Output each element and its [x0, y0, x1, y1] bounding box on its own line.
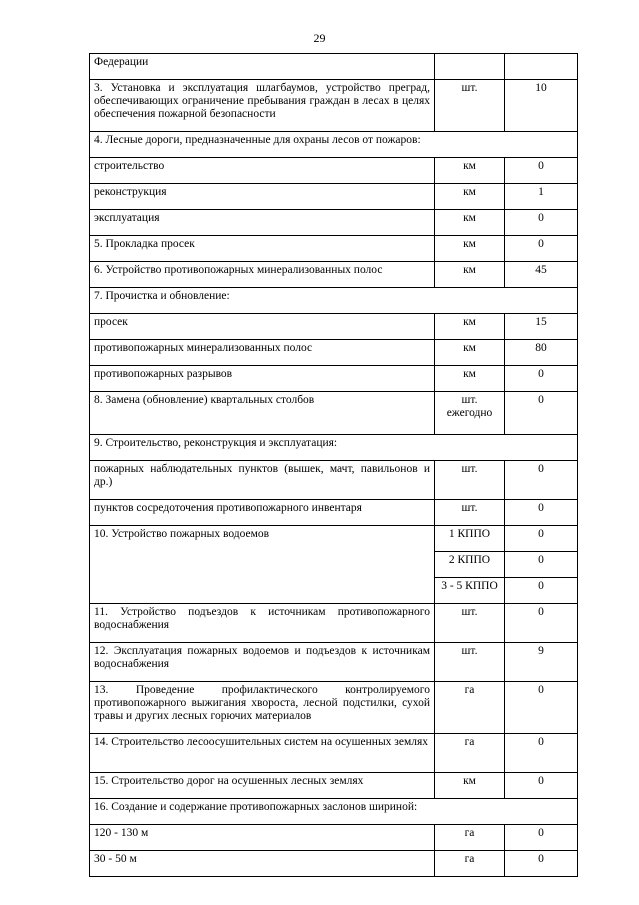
table-row: [90, 643, 578, 682]
section-heading: 9. Строительство, реконструкция и эксплуатация:: [90, 435, 578, 461]
table-row: [90, 210, 578, 236]
row-unit: км: [435, 262, 505, 288]
table-row: [90, 526, 578, 552]
table-row: [90, 682, 578, 734]
row-unit: 3 - 5 КППО: [435, 578, 505, 604]
fire-protection-measures-table: [89, 53, 578, 877]
row-unit: км: [435, 366, 505, 392]
row-value: 0: [505, 825, 578, 851]
row-name: противопожарных минерализованных полос: [90, 340, 435, 366]
section-row: [90, 435, 578, 461]
row-unit: км: [435, 210, 505, 236]
row-value: 0: [505, 734, 578, 773]
table-row: [90, 773, 578, 799]
table-row: [90, 80, 578, 132]
section-row: [90, 288, 578, 314]
row-value: 0: [505, 366, 578, 392]
table-row: [90, 340, 578, 366]
row-value: 0: [505, 158, 578, 184]
table-row: [90, 500, 578, 526]
table-row: [90, 314, 578, 340]
table-row: [90, 825, 578, 851]
section-heading: 16. Создание и содержание противопожарных заслонов шириной:: [90, 799, 578, 825]
row-value: [505, 54, 578, 80]
row-name: реконструкция: [90, 184, 435, 210]
table-row: [90, 184, 578, 210]
row-name: 120 - 130 м: [90, 825, 435, 851]
row-value: 0: [505, 851, 578, 877]
row-name: 14. Строительство лесоосушительных систем на осушенных землях: [90, 734, 435, 773]
row-value: 0: [505, 392, 578, 435]
row-name: эксплуатация: [90, 210, 435, 236]
section-row: [90, 799, 578, 825]
section-heading: 7. Прочистка и обновление:: [90, 288, 578, 314]
table-row: [90, 734, 578, 773]
row-name: строительство: [90, 158, 435, 184]
row-unit: 1 КППО: [435, 526, 505, 552]
table-row: [90, 236, 578, 262]
row-name: 15. Строительство дорог на осушенных лесных землях: [90, 773, 435, 799]
table-row: [90, 851, 578, 877]
row-unit: шт.: [435, 604, 505, 643]
row-name: 10. Устройство пожарных водоемов: [90, 526, 435, 604]
row-value: 0: [505, 500, 578, 526]
row-value: 0: [505, 604, 578, 643]
row-name: 30 - 50 м: [90, 851, 435, 877]
row-name: 13. Проведение профилактического контролируемого противопожарного выжигания хвороста, лесной подстилки, сухой травы и других лесных горючих материалов: [90, 682, 435, 734]
row-name: пунктов сосредоточения противопожарного инвентаря: [90, 500, 435, 526]
row-unit: км: [435, 340, 505, 366]
row-unit: га: [435, 825, 505, 851]
section-row: [90, 132, 578, 158]
table-row: [90, 366, 578, 392]
row-name: 6. Устройство противопожарных минерализованных полос: [90, 262, 435, 288]
row-unit: км: [435, 158, 505, 184]
row-unit: шт.: [435, 461, 505, 500]
table-row: [90, 461, 578, 500]
row-value: 9: [505, 643, 578, 682]
table-row: [90, 158, 578, 184]
row-unit: км: [435, 314, 505, 340]
row-value: 0: [505, 236, 578, 262]
row-value: 0: [505, 578, 578, 604]
row-unit: шт.: [435, 80, 505, 132]
row-unit: шт.: [435, 643, 505, 682]
row-value: 45: [505, 262, 578, 288]
row-unit: км: [435, 773, 505, 799]
row-name: 12. Эксплуатация пожарных водоемов и подъездов к источникам водоснабжения: [90, 643, 435, 682]
row-unit: км: [435, 236, 505, 262]
row-value: 1: [505, 184, 578, 210]
row-value: 10: [505, 80, 578, 132]
row-value: 0: [505, 682, 578, 734]
row-name: просек: [90, 314, 435, 340]
row-value: 15: [505, 314, 578, 340]
row-unit: га: [435, 851, 505, 877]
table-row: [90, 54, 578, 80]
row-name: Федерации: [90, 54, 435, 80]
row-value: 80: [505, 340, 578, 366]
row-name: противопожарных разрывов: [90, 366, 435, 392]
row-unit: [435, 54, 505, 80]
row-value: 0: [505, 210, 578, 236]
row-unit: га: [435, 682, 505, 734]
row-unit: км: [435, 184, 505, 210]
section-heading: 4. Лесные дороги, предназначенные для охраны лесов от пожаров:: [90, 132, 578, 158]
page-number: 29: [313, 31, 326, 45]
row-unit: 2 КППО: [435, 552, 505, 578]
table-row: [90, 262, 578, 288]
row-name: 3. Установка и эксплуатация шлагбаумов, устройство преград, обеспечивающих ограничение пребывания граждан в лесах в целях обеспечения пожарной безопасности: [90, 80, 435, 132]
row-value: 0: [505, 552, 578, 578]
table-row: [90, 392, 578, 435]
row-unit: шт. ежегодно: [435, 392, 505, 435]
row-name: 5. Прокладка просек: [90, 236, 435, 262]
row-name: пожарных наблюдательных пунктов (вышек, мачт, павильонов и др.): [90, 461, 435, 500]
row-unit: шт.: [435, 500, 505, 526]
row-unit: га: [435, 734, 505, 773]
row-value: 0: [505, 526, 578, 552]
table-row: [90, 604, 578, 643]
row-name: 11. Устройство подъездов к источникам противопожарного водоснабжения: [90, 604, 435, 643]
row-value: 0: [505, 461, 578, 500]
row-value: 0: [505, 773, 578, 799]
row-name: 8. Замена (обновление) квартальных столбов: [90, 392, 435, 435]
